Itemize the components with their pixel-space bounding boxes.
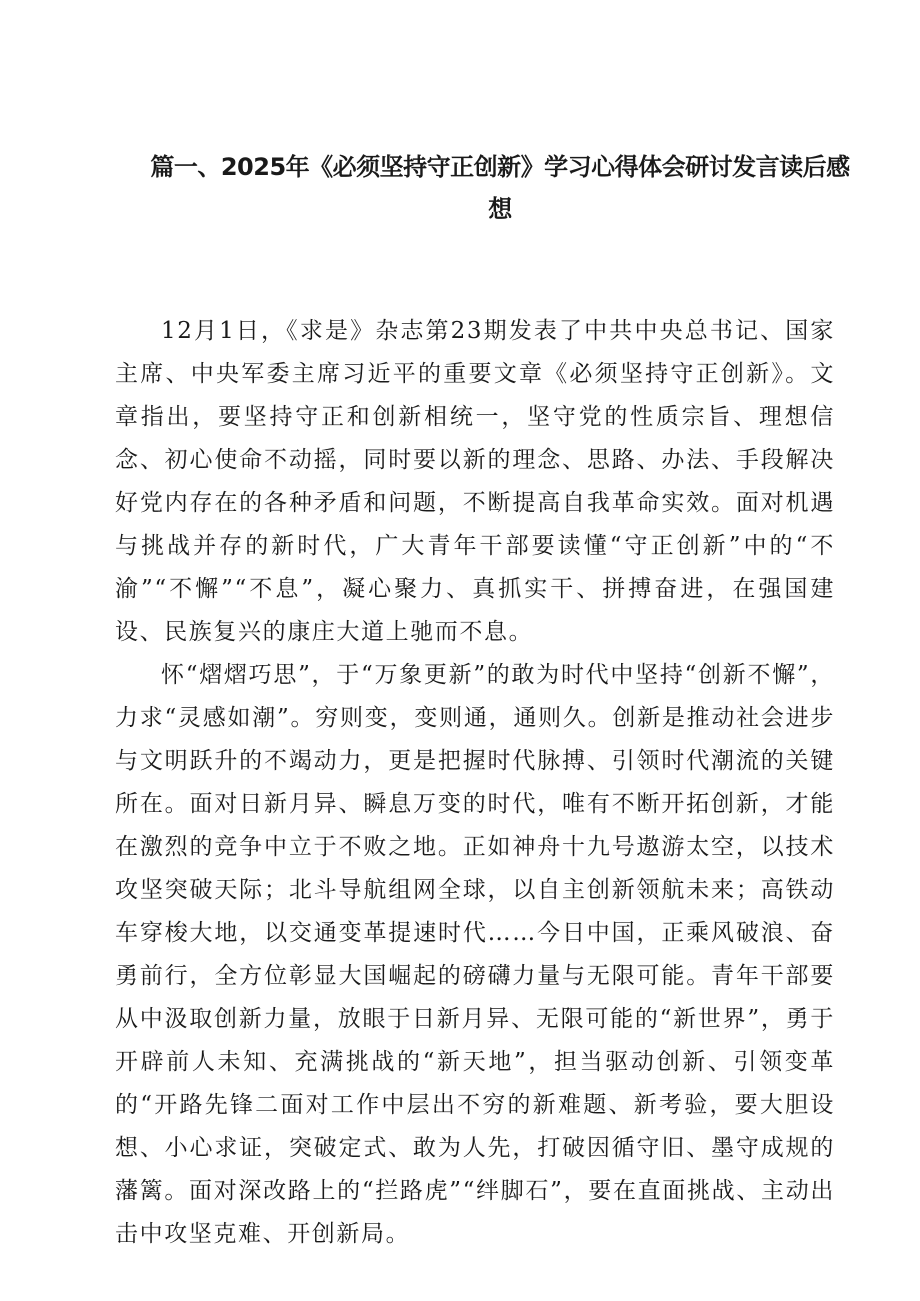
document-body [115,310,835,1256]
paragraph-1: 12月1日，《求是》杂志第23期发表了中共中央总书记、国家主席、中央军委主席习近平的重要文章《必须坚持守正创新》。文章指出，要坚持守正和创新相统一，坚守党的性质宗旨、理想信念、初心使命不动摇，同时要以新的理念、思路、办法、手段解决好党内存在的各种矛盾和问题，不断提高自我革命实效。面对机遇与挑战并存的新时代，广大青年干部要读懂“守正创新”中的“不渝”“不懈”“不息”，凝心聚力、真抓实干、拼搏奋进，在强国建设、民族复兴的康庄大道上驰而不息。 [115,318,835,645]
paragraph-2: 怀“熠熠巧思”，于“万象更新”的敢为时代中坚持“创新不懈”，力求“灵感如潮”。穷则变，变则通，通则久。创新是推动社会进步与文明跃升的不竭动力，更是把握时代脉搏、引领时代潮流的关键所在。面对日新月异、瞬息万变的时代，唯有不断开拓创新，才能在激烈的竞争中立于不败之地。正如神舟十九号遨游太空，以技术攻坚突破天际；北斗导航组网全球，以自主创新领航未来；高铁动车穿梭大地，以交通变革提速时代……今日中国，正乘风破浪、奋勇前行，全方位彰显大国崛起的磅礴力量与无限可能。青年干部要从中汲取创新力量，放眼于日新月异、无限可能的“新世界”，勇于开辟前人未知、充满挑战的“新天地”，担当驱动创新、引领变革的“开路先锋二面对工作中层出不穷的新难题、新考验，要大胆设想、小心求证，突破定式、敢为人先，打破因循守旧、墨守成规的藩篱。面对深改路上的“拦路虎”“绊脚石”，要在直面挑战、主动出击中攻坚克难、开创新局。 [115,662,835,1247]
document-title: 篇一、2025年《必须坚持守正创新》学习心得体会研讨发言读后感想 [150,153,850,223]
